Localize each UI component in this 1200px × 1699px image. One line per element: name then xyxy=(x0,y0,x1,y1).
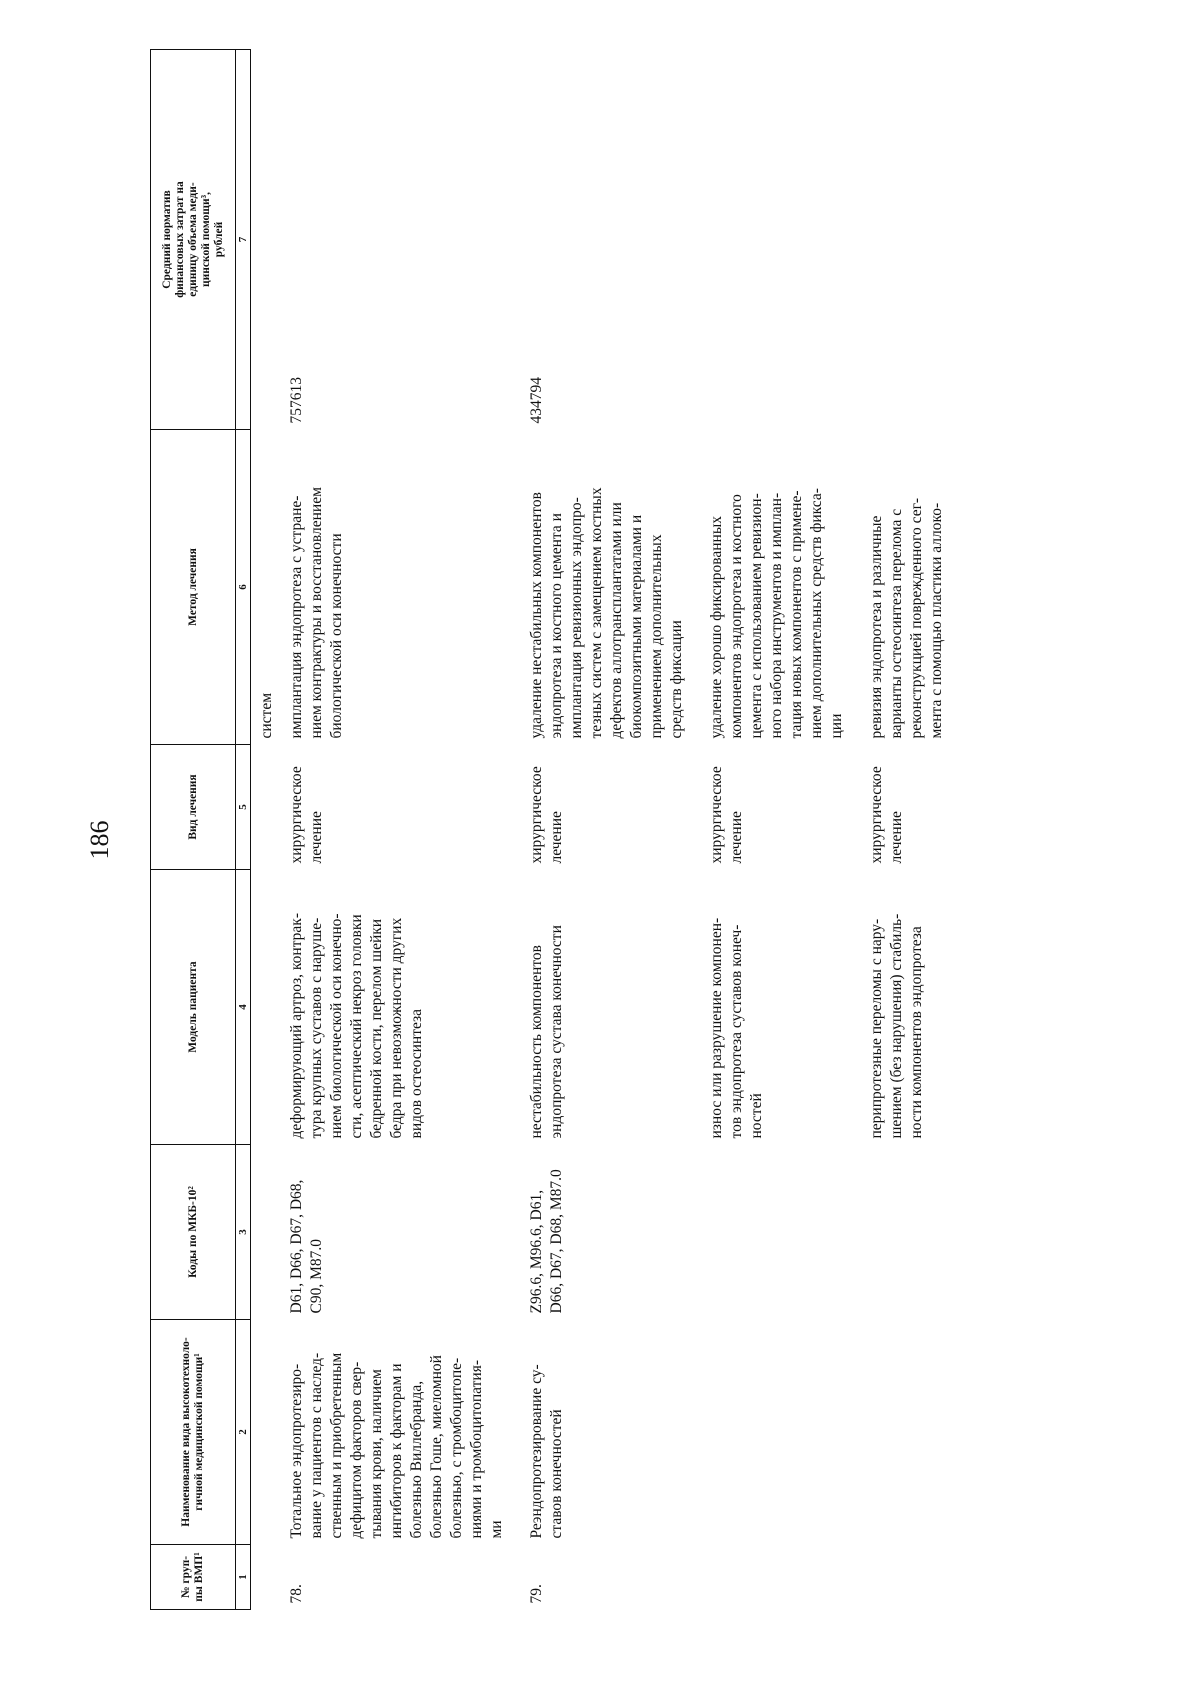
icd-codes: D61, D66, D67, D68, C90, M87.0 xyxy=(288,1179,325,1314)
header-icd-codes: Коды по МКБ-10² xyxy=(151,1145,236,1320)
group-number xyxy=(701,1545,851,1610)
vmp-name xyxy=(701,1320,851,1545)
header-group-number: № груп- пы ВМП¹ xyxy=(151,1545,236,1610)
header-treatment-type: Вид лечения xyxy=(151,745,236,870)
patient-model: износ или разрушение компонен- тов эндопротеза суставов конеч- ностей xyxy=(708,917,765,1139)
continuation-text: систем xyxy=(258,692,275,739)
group-number xyxy=(861,1545,951,1610)
group-number: 79. xyxy=(528,1584,545,1604)
treatment-method: удаление нестабильных компонентов эндопротеза и костного цемента и имплантация ревизионных эндопро- тезных систем с замещением костных дефектов аллотрансплантатами или биокомпозитными материалами и применением дополнительных средств фиксации xyxy=(528,487,685,739)
header-cost: Средний норматив финансовых затрат на единицу объема меди- цинской помощи³, рублей xyxy=(151,50,236,430)
column-number-row xyxy=(236,50,251,1610)
treatment-method: имплантация эндопротеза с устране- нием контрактуры и восстановлением биологической оси конечности xyxy=(288,487,345,739)
cost-value xyxy=(701,50,851,430)
cost-value: 757613 xyxy=(288,377,305,424)
table-row xyxy=(701,50,851,1610)
column-number: 7 xyxy=(236,50,251,430)
group-number: 78. xyxy=(288,1584,305,1604)
cost-value: 434794 xyxy=(528,377,545,424)
treatment-method: удаление хорошо фиксированных компонентов эндопротеза и костного цемента с использованием ревизион- ного набора инструментов и имплан- тация новых компонентов с примене- нием дополнительных средств фикса- ции xyxy=(708,488,845,739)
vmp-name: Реэндопротезирование су- ставов конечностей xyxy=(528,1364,565,1539)
icd-codes xyxy=(861,1145,951,1320)
rotated-table-canvas xyxy=(150,50,1055,1610)
header-patient-model: Модель пациента xyxy=(151,870,236,1145)
table-row xyxy=(521,50,691,1610)
column-number: 3 xyxy=(236,1145,251,1320)
icd-codes xyxy=(701,1145,851,1320)
page-number: 186 xyxy=(85,820,114,860)
treatment-type: хирургическое лечение xyxy=(288,766,325,864)
patient-model: перипротезные переломы с нару- шением (без нарушения) стабиль- ности компонентов эндопротеза xyxy=(868,913,925,1139)
vmp-name xyxy=(861,1320,951,1545)
treatment-type: хирургическое лечение xyxy=(708,766,745,864)
column-number: 5 xyxy=(236,745,251,870)
treatment-type: хирургическое лечение xyxy=(868,766,905,864)
header-vmp-name: Наименование вида высокотехноло- гичной медицинской помощи¹ xyxy=(151,1320,236,1545)
treatment-type: хирургическое лечение xyxy=(528,766,565,864)
table-row xyxy=(861,50,951,1610)
header-treatment-method: Метод лечения xyxy=(151,430,236,745)
table-row xyxy=(281,50,511,1610)
header-row xyxy=(151,50,236,1610)
column-number: 6 xyxy=(236,430,251,745)
icd-codes: Z96.6, M96.6, D61, D66, D67, D68, M87.0 xyxy=(528,1169,565,1314)
treatment-method: ревизия эндопротеза и различные варианты остеосинтеза перелома с реконструкцией поврежденного сег- мента с помощью пластики аллоко- xyxy=(868,497,945,739)
patient-model: деформирующий артроз, контрак- тура крупных суставов с наруше- нием биологической оси конечно- сти, асептический некроз головки бедренной кости, перелом шейки бедра при невозможности других видов остеосинтеза xyxy=(288,913,425,1139)
vmp-table xyxy=(150,49,951,1610)
column-number: 1 xyxy=(236,1545,251,1610)
column-number: 4 xyxy=(236,870,251,1145)
continuation-row xyxy=(251,50,282,1610)
cost-value xyxy=(861,50,951,430)
patient-model: нестабильность компонентов эндопротеза сустава конечности xyxy=(528,925,565,1139)
column-number: 2 xyxy=(236,1320,251,1545)
vmp-name: Тотальное эндопротезиро- вание у пациентов с наслед- ственным и приобретенным дефицитом факторов свер- тывания крови, наличием ингибиторов к факторам и болезнью Виллебранда, болезнью Гоше, миеломной болезнью, с тромбоцитопе- ниями и тромбоцитопатия- ми xyxy=(288,1352,505,1539)
